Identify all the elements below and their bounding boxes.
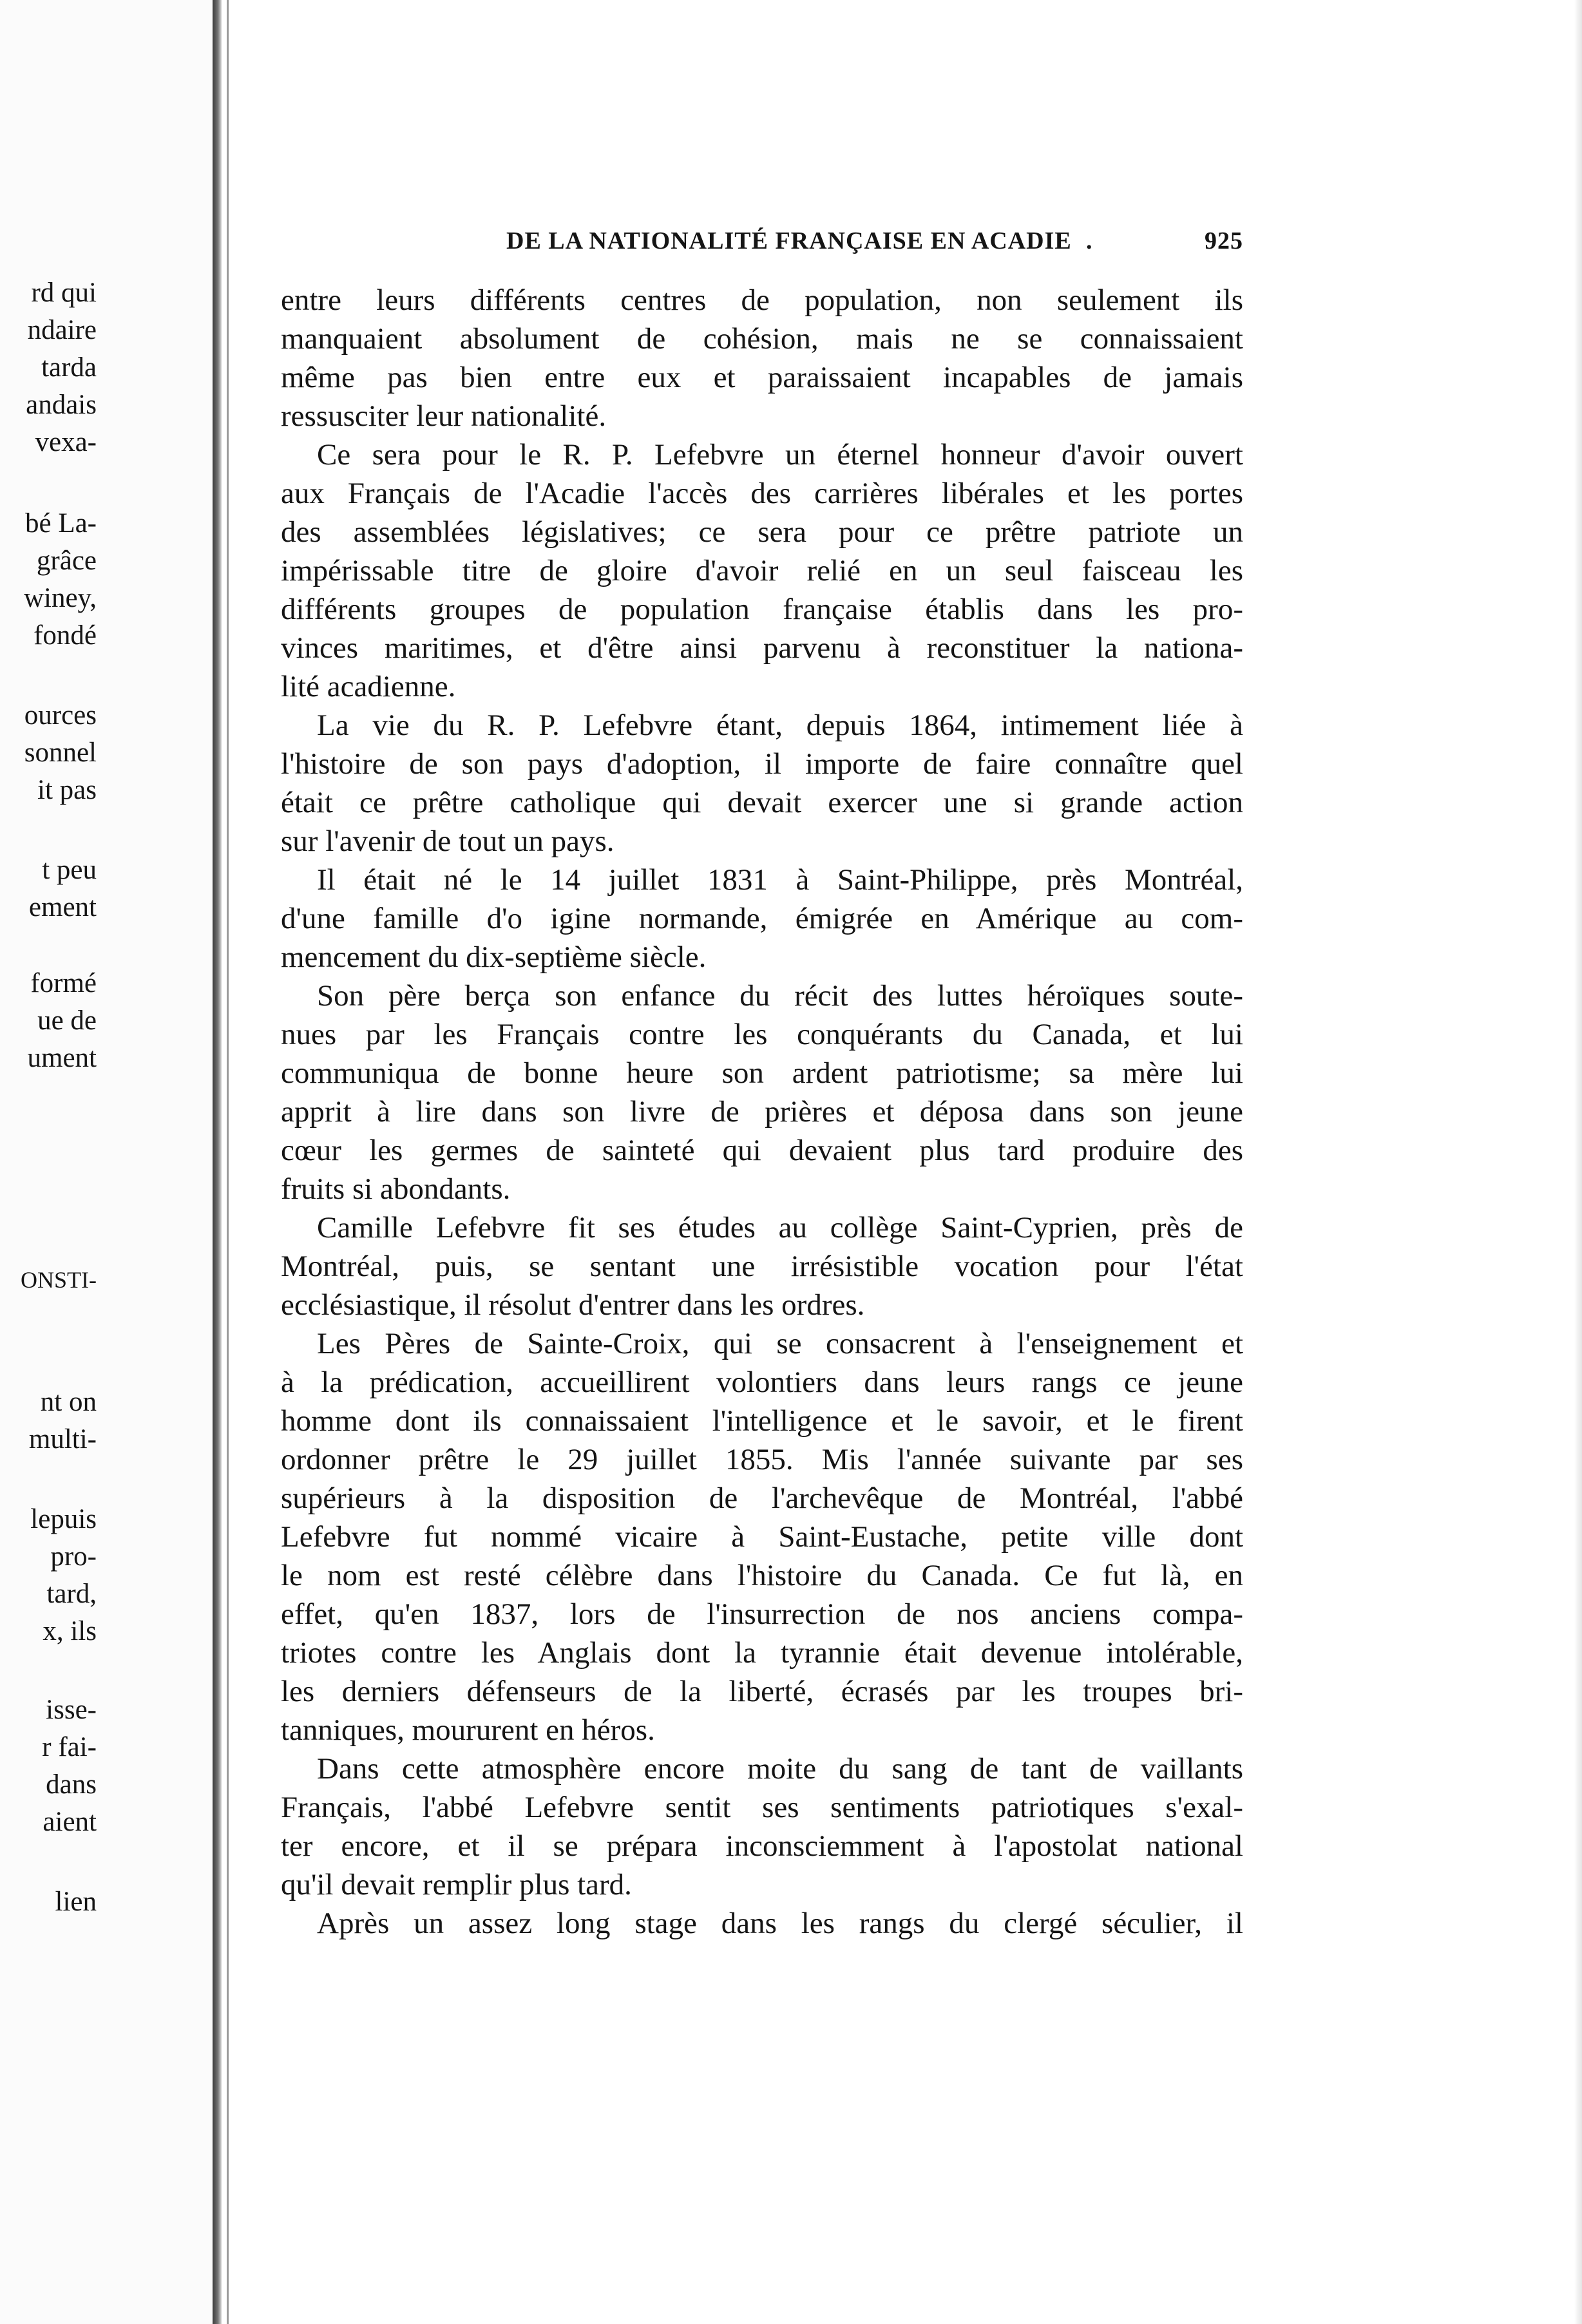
text-line: cœur les germes de sainteté qui devaient plus tard produire des <box>281 1134 1243 1167</box>
margin-fragment: t peu <box>42 855 97 885</box>
text-line: sur l'avenir de tout un pays. <box>281 824 615 858</box>
body-text <box>281 281 1243 1943</box>
text-line: communiqua de bonne heure son ardent patriotisme; sa mère lui <box>281 1056 1243 1090</box>
margin-fragment: ources <box>24 700 97 730</box>
text-line: apprit à lire dans son livre de prières et déposa dans son jeune <box>281 1095 1243 1129</box>
text-line: même pas bien entre eux et paraissaient incapables de jamais <box>281 361 1243 394</box>
text-line: Dans cette atmosphère encore moite du sang de tant de vaillants <box>317 1752 1243 1786</box>
book-gutter <box>213 0 222 2324</box>
margin-fragment: r fai- <box>42 1732 97 1762</box>
text-line: ter encore, et il se prépara inconsciemment à l'apostolat national <box>281 1829 1243 1863</box>
text-line: supérieurs à la disposition de l'archevêque de Montréal, l'abbé <box>281 1481 1243 1515</box>
text-line: qu'il devait remplir plus tard. <box>281 1868 632 1901</box>
text-line: ordonner prêtre le 29 juillet 1855. Mis l'année suivante par ses <box>281 1443 1243 1476</box>
text-line: triotes contre les Anglais dont la tyrannie était devenue intolérable, <box>281 1636 1243 1670</box>
text-line: ecclésiastique, il résolut d'entrer dans les ordres. <box>281 1288 865 1322</box>
margin-fragment: lien <box>55 1887 97 1917</box>
margin-fragment: grâce <box>36 546 97 576</box>
margin-fragment: ument <box>27 1043 97 1073</box>
margin-fragment: isse- <box>46 1695 97 1725</box>
margin-fragment: pro- <box>50 1541 97 1572</box>
text-line: ressusciter leur nationalité. <box>281 399 607 433</box>
margin-fragment: ndaire <box>27 315 97 345</box>
text-line: manquaient absolument de cohésion, mais ne se connaissaient <box>281 322 1243 356</box>
margin-fragment: sonnel <box>24 738 97 768</box>
gutter-line <box>227 0 229 2324</box>
text-line: Montréal, puis, se sentant une irrésistible vocation pour l'état <box>281 1250 1243 1283</box>
margin-fragment: winey, <box>23 583 97 613</box>
text-line: le nom est resté célèbre dans l'histoire du Canada. Ce fut là, en <box>281 1559 1243 1592</box>
margin-fragment: bé La- <box>24 508 97 538</box>
margin-fragment: andais <box>26 390 97 420</box>
text-line: aux Français de l'Acadie l'accès des carrières libérales et les portes <box>281 477 1243 510</box>
text-line: nues par les Français contre les conquérants du Canada, et lui <box>281 1018 1243 1051</box>
text-line: vinces maritimes, et d'être ainsi parvenu à reconstituer la nationa- <box>281 631 1243 665</box>
text-line: Les Pères de Sainte-Croix, qui se consacrent à l'enseignement et <box>317 1327 1243 1360</box>
margin-fragment: ue de <box>37 1005 97 1036</box>
text-line: les derniers défenseurs de la liberté, écrasés par les troupes bri- <box>281 1675 1243 1708</box>
text-line: entre leurs différents centres de population, non seulement ils <box>281 283 1243 317</box>
text-line: Après un assez long stage dans les rangs du clergé séculier, il <box>317 1907 1243 1940</box>
margin-fragment: fondé <box>33 620 97 651</box>
margin-fragment: lepuis <box>30 1504 97 1534</box>
text-line: Lefebvre fut nommé vicaire à Saint-Eustache, petite ville dont <box>281 1520 1243 1554</box>
margin-fragment: nt on <box>40 1387 97 1417</box>
page-number: 925 <box>1205 227 1243 254</box>
page-edge <box>1574 0 1582 2324</box>
text-line: Camille Lefebvre fit ses études au collège Saint-Cyprien, près de <box>317 1211 1243 1244</box>
margin-fragment: ement <box>28 892 97 922</box>
margin-fragment: x, ils <box>43 1616 97 1646</box>
running-title: DE LA NATIONALITÉ FRANÇAISE EN ACADIE <box>506 227 1072 254</box>
text-line: des assemblées législatives; ce sera pour ce prêtre patriote un <box>281 515 1243 549</box>
header-separator: . <box>1086 227 1093 254</box>
text-line: effet, qu'en 1837, lors de l'insurrection de nos anciens compa- <box>281 1597 1243 1631</box>
margin-fragment: formé <box>30 968 97 998</box>
margin-fragment: tarda <box>41 352 97 383</box>
text-line: mencement du dix-septième siècle. <box>281 940 707 974</box>
text-line: Son père berça son enfance du récit des luttes héroïques soute- <box>317 979 1243 1013</box>
margin-fragment: ONSTI- <box>21 1267 97 1293</box>
text-line: l'histoire de son pays d'adoption, il importe de faire connaître quel <box>281 747 1243 781</box>
margin-fragment: dans <box>46 1769 97 1800</box>
text-line: Il était né le 14 juillet 1831 à Saint-Philippe, près Montréal, <box>317 863 1243 897</box>
text-line: à la prédication, accueillirent volontiers dans leurs rangs ce jeune <box>281 1366 1243 1399</box>
margin-fragment: it pas <box>37 775 97 805</box>
margin-fragment: rd qui <box>31 278 97 308</box>
text-line: Français, l'abbé Lefebvre sentit ses sentiments patriotiques s'exal- <box>281 1791 1243 1824</box>
margin-fragment: aient <box>43 1807 97 1837</box>
text-line: tanniques, moururent en héros. <box>281 1713 655 1747</box>
running-header <box>506 227 1243 263</box>
text-line: homme dont ils connaissaient l'intelligence et le savoir, et le firent <box>281 1404 1243 1438</box>
text-line: fruits si abondants. <box>281 1172 511 1206</box>
text-line: lité acadienne. <box>281 670 456 703</box>
text-line: La vie du R. P. Lefebvre étant, depuis 1864, intimement liée à <box>317 709 1243 742</box>
facing-page-fragment <box>0 0 213 2324</box>
margin-fragment: multi- <box>28 1424 97 1454</box>
text-line: Ce sera pour le R. P. Lefebvre un éternel honneur d'avoir ouvert <box>317 438 1243 471</box>
text-line: était ce prêtre catholique qui devait exercer une si grande action <box>281 786 1243 819</box>
text-line: impérissable titre de gloire d'avoir relié en un seul faisceau les <box>281 554 1243 587</box>
margin-fragment: vexa- <box>35 427 97 457</box>
text-line: différents groupes de population française établis dans les pro- <box>281 593 1243 626</box>
text-line: d'une famille d'o igine normande, émigrée en Amérique au com- <box>281 902 1243 935</box>
margin-fragment: tard, <box>46 1579 97 1609</box>
